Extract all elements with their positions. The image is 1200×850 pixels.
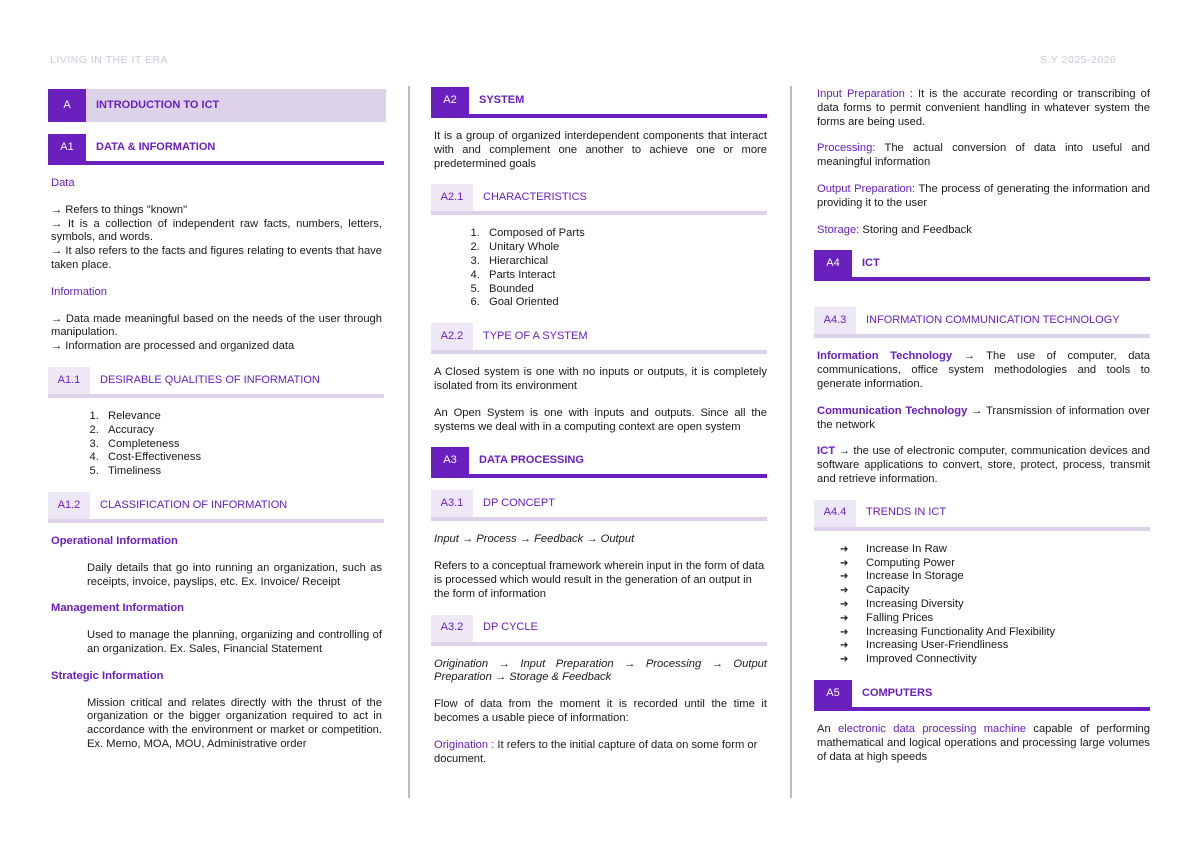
ict-body: → the use of electronic computer, communication devices and software applications to convert, store, protect, process, transmit and retrieve information.	[817, 445, 1150, 485]
list-item: 4. Parts Interact	[483, 269, 767, 283]
computers-pre: An	[817, 722, 839, 735]
computers-highlight: electronic data processing machine	[838, 722, 1027, 735]
processing-text	[814, 142, 1150, 170]
section-title: DESIRABLE QUALITIES OF INFORMATION	[100, 373, 320, 386]
column-divider	[408, 86, 410, 798]
storage-label: Storage:	[817, 223, 860, 236]
section-title: TYPE OF A SYSTEM	[483, 329, 588, 342]
section-title: SYSTEM	[479, 93, 525, 106]
section-header-a1-2	[48, 492, 384, 523]
dp-cycle-text: Flow of data from the moment it is recorded until the time it becomes a usable piece of information:	[434, 698, 767, 724]
strategic-text: Mission critical and relates directly with the thrust of the organization or the bigger organization required to act in accordance with the environment or market or competition. Ex. Memo, MOA, MOU, Administrative order	[87, 696, 382, 750]
origination-label: Origination :	[434, 738, 495, 751]
section-header-a5	[814, 680, 1150, 711]
section-header-a1	[48, 134, 384, 165]
list-item: ➔ Increasing Diversity	[840, 598, 1150, 612]
section-header-a2-1	[431, 184, 767, 215]
data-line: → Refers to things "known"	[51, 203, 188, 216]
list-item: ➔ Increasing User-Friendliness	[840, 639, 1150, 653]
data-label: Data	[51, 177, 75, 189]
section-title: CLASSIFICATION OF INFORMATION	[100, 498, 288, 511]
section-header-a1-1	[48, 367, 384, 398]
section-code: A3.2	[431, 615, 473, 642]
section-code: A3	[431, 447, 469, 474]
management-label: Management Information	[51, 602, 185, 615]
list-item: 3. Completeness	[102, 438, 386, 452]
processing-label: Processing:	[817, 142, 876, 155]
closed-system-text: A Closed system is one with no inputs or outputs, it is completely isolated from its environment	[434, 366, 767, 392]
section-code: A3.1	[431, 490, 473, 517]
section-title: INTRODUCTION TO ICT	[96, 98, 220, 111]
management-text: Used to manage the planning, organizing and controlling of an organization. Ex. Sales, Financial Statement	[87, 629, 382, 655]
list-item: 3. Hierarchical	[483, 255, 767, 269]
section-code: A2	[431, 87, 469, 114]
column-3	[814, 88, 1150, 764]
ict-definition	[814, 445, 1150, 486]
origination-body: It refers to the initial capture of data on some form or document.	[434, 738, 758, 765]
it-body: → The use of computer, data communications, office system methodologies and tools to generate information.	[817, 350, 1150, 390]
input-preparation-body: It is the accurate recording or transcribing of data forms to permit convenient handling in whatever system the forms are being used.	[817, 88, 1150, 128]
data-definition	[51, 204, 382, 273]
qualities-list	[48, 410, 386, 479]
list-item: ➔ Falling Prices	[840, 612, 1150, 626]
operational-text: Daily details that go into running an organization, such as receipts, invoice, payslips, etc. Ex. Invoice/ Receipt	[87, 561, 382, 588]
data-line: → It also refers to the facts and figures relating to events that have taken place.	[51, 245, 382, 271]
header-left: LIVING IN THE IT ERA	[50, 54, 169, 66]
section-code: A2.1	[431, 184, 473, 211]
list-item: 4. Cost-Effectiveness	[102, 451, 386, 465]
trends-list	[814, 543, 1150, 667]
section-code: A1.1	[48, 367, 90, 394]
section-title: DATA PROCESSING	[479, 453, 584, 466]
data-line: → It is a collection of independent raw facts, numbers, letters, symbols, and words.	[51, 217, 382, 244]
section-code: A1	[48, 134, 86, 161]
list-item: 2. Accuracy	[102, 424, 386, 438]
origination-text	[431, 739, 767, 767]
list-item: 6. Goal Oriented	[483, 296, 767, 310]
it-label: Information Technology	[817, 350, 953, 363]
section-code: A1.2	[48, 492, 90, 519]
header-right: S.Y 2025-2026	[1040, 54, 1117, 66]
section-header-a2	[431, 87, 767, 118]
processing-body: The actual conversion of data into useful and meaningful information	[817, 142, 1150, 169]
section-title: ICT	[862, 256, 880, 269]
section-header-a3	[431, 447, 767, 478]
section-header-a4	[814, 250, 1150, 281]
list-item: 1. Composed of Parts	[483, 227, 767, 241]
ct-body: → Transmission of information over the network	[817, 404, 1150, 431]
output-preparation-text	[814, 183, 1150, 211]
list-item: ➔ Computing Power	[840, 557, 1150, 571]
output-preparation-label: Output Preparation:	[817, 182, 916, 195]
computers-definition	[814, 723, 1150, 764]
dp-concept-text: Refers to a conceptual framework wherein input in the form of data is processed which would result in the generation of an output in the form of information	[434, 560, 765, 600]
section-code: A4.4	[814, 500, 856, 527]
list-item: ➔ Increasing Functionality And Flexibility	[840, 626, 1150, 640]
section-header-a2-2	[431, 323, 767, 354]
column-1	[48, 89, 386, 765]
list-item: ➔ Improved Connectivity	[840, 653, 1150, 667]
dp-cycle-flow: Origination → Input Preparation → Processing → Output Preparation → Storage & Feedback	[434, 657, 767, 684]
section-title: DP CYCLE	[483, 621, 538, 634]
section-title: INFORMATION COMMUNICATION TECHNOLOGY	[866, 313, 1120, 326]
storage-text	[814, 224, 1150, 238]
list-item: ➔ Increase In Storage	[840, 570, 1150, 584]
section-header-a4-4	[814, 500, 1150, 531]
dp-flow: Input → Process → Feedback → Output	[434, 533, 635, 546]
output-preparation-body: The process of generating the information and providing it to the user	[817, 182, 1150, 209]
section-title: DP CONCEPT	[483, 496, 555, 509]
ict-label: ICT	[817, 445, 836, 458]
info-line: → Information are processed and organized data	[51, 340, 295, 353]
input-preparation-text	[814, 88, 1150, 129]
information-label: Information	[51, 285, 107, 298]
strategic-label: Strategic Information	[51, 669, 164, 682]
section-code: A4	[814, 250, 852, 277]
system-definition: It is a group of organized interdependent components that interact with and complement one another to achieve one or more predetermined goals	[434, 130, 767, 170]
list-item: 5. Bounded	[483, 283, 767, 297]
section-code: A5	[814, 680, 852, 707]
list-item: 1. Relevance	[102, 410, 386, 424]
list-item: ➔ Capacity	[840, 584, 1150, 598]
information-definition	[51, 313, 382, 354]
column-divider	[790, 86, 792, 798]
list-item: ➔ Increase In Raw	[840, 543, 1150, 557]
section-code: A4.3	[814, 307, 856, 334]
section-title: DATA & INFORMATION	[96, 140, 216, 153]
section-header-a3-1	[431, 490, 767, 521]
input-preparation-label: Input Preparation :	[817, 88, 913, 100]
section-header-a3-2	[431, 615, 767, 646]
section-title: COMPUTERS	[862, 686, 933, 699]
operational-label: Operational Information	[51, 534, 178, 547]
ct-definition	[814, 405, 1150, 433]
info-line: → Data made meaningful based on the needs of the user through manipulation.	[51, 312, 382, 339]
list-item: 2. Unitary Whole	[483, 241, 767, 255]
column-2	[431, 87, 767, 766]
open-system-text: An Open System is one with inputs and outputs. Since all the systems we deal with in a computing context are open system	[434, 406, 767, 433]
section-code: A2.2	[431, 323, 473, 350]
ct-label: Communication Technology	[817, 404, 968, 417]
list-item: 5. Timeliness	[102, 465, 386, 479]
characteristics-list	[431, 227, 767, 310]
computers-post: capable of performing mathematical and logical operations and processing large volumes of data at high speeds	[817, 722, 1150, 763]
section-header-a	[48, 89, 386, 122]
it-definition	[814, 350, 1150, 391]
section-title: CHARACTERISTICS	[483, 190, 587, 203]
section-code: A	[48, 89, 86, 122]
storage-body: Storing and Feedback	[859, 223, 972, 236]
section-title: TRENDS IN ICT	[866, 506, 947, 519]
section-header-a4-3	[814, 307, 1150, 338]
